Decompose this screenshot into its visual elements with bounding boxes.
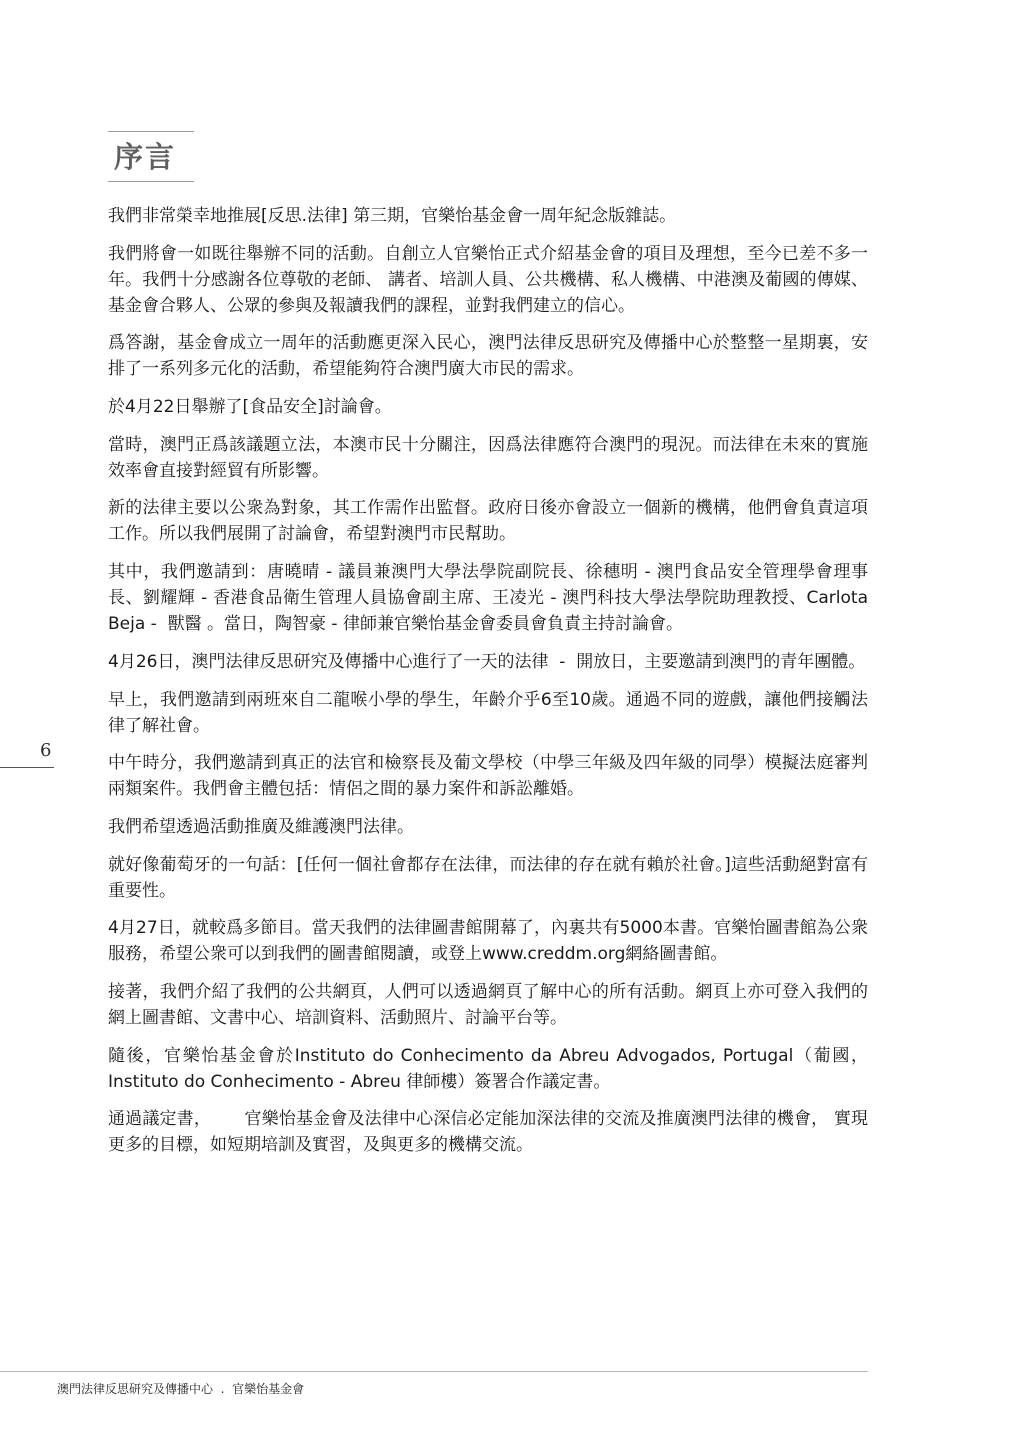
paragraph: 我們將會一如既往舉辦不同的活動。自創立人官樂怡正式介紹基金會的項目及理想，至今已差不多一年。我們十分感謝各位尊敬的老師、 講者、培訓人員、公共機構、私人機構、中港澳及葡國的傳媒、 基金會合夥人、公眾的參與及報讀我們的課程，並對我們建立的信心。 — [108, 243, 874, 316]
paragraph: 我們非常榮幸地推展[反思.法律] 第三期，官樂怡基金會一周年紀念版雜誌。 — [108, 206, 677, 226]
page-number-rule — [0, 767, 54, 768]
article-body — [108, 203, 874, 1170]
footer-text: 澳門法律反思研究及傳播中心 . 官樂怡基金會 — [57, 1382, 305, 1396]
paragraph: 隨後，官樂怡基金會於Instituto do Conhecimento da Abreu Advogados, Portugal（葡國，Instituto do Conhecimento - Abreu 律師樓）簽署合作議定書。 — [108, 1045, 868, 1092]
paragraph: 我們希望透過活動推廣及維護澳門法律。 — [108, 816, 414, 837]
paragraph: 接著，我們介紹了我們的公共網頁，人們可以透過網頁了解中心的所有活動。網頁上亦可登入我們的網上圖書館、文書中心、培訓資料、活動照片、討論平台等。 — [108, 981, 868, 1028]
paragraph: 新的法律主要以公衆為對象，其工作需作出監督。政府日後亦會設立一個新的機構，他們會負責這項工作。所以我們展開了討論會，希望對澳門市民幫助。 — [108, 498, 868, 545]
page-number: 6 — [40, 740, 52, 761]
title-rule-top — [108, 131, 194, 132]
page-title: 序言 — [114, 140, 177, 174]
paragraph: 4月26日，澳門法律反思研究及傳播中心進行了一天的法律 - 開放日，主要邀請到澳門的青年團體。 — [108, 651, 866, 672]
paragraph: 中午時分，我們邀請到真正的法官和檢察長及葡文學校（中學三年級及四年級的同學）模擬法庭審判兩類案件。我們會主體包括：情侶之間的暴力案件和訴訟離婚。 — [108, 753, 868, 800]
paragraph: 通過議定書， 官樂怡基金會及法律中心深信必定能加深法律的交流及推廣澳門法律的機會， 實現更多的目標，如短期培訓及實習，及與更多的機構交流。 — [108, 1109, 868, 1156]
paragraph: 爲答謝，基金會成立一周年的活動應更深入民心，澳門法律反思研究及傳播中心於整整一星期裏，安排了一系列多元化的活動，希望能夠符合澳門廣大市民的需求。 — [108, 333, 868, 380]
footer-rule — [0, 1371, 868, 1372]
paragraph: 當時，澳門正爲該議題立法，本澳市民十分關注，因爲法律應符合澳門的現況。而法律在未來的實施效率會直接對經貿有所影響。 — [108, 434, 868, 481]
title-rule-bottom — [108, 181, 194, 182]
paragraph: 其中，我們邀請到：唐曉晴 - 議員兼澳門大學法學院副院長、徐穗明 - 澳門食品安全管理學會理事長、劉耀輝 - 香港食品衛生管理人員協會副主席、王凌光 - 澳門科技大學法學院助理教授、Carlota Beja - 獸醫 。當日，陶智豪 - 律師兼官樂怡基金會委員會負責主持討論會。 — [108, 562, 874, 635]
paragraph: 就好像葡萄牙的一句話：[任何一個社會都存在法律，而法律的存在就有賴於社會。]這些活動絕對富有重要性。 — [108, 854, 868, 901]
paragraph: 4月27日，就較爲多節目。當天我們的法律圖書館開幕了，內裏共有5000本書。官樂怡圖書館為公衆服務，希望公衆可以到我們的圖書館閱讀，或登上www.creddm.org網絡圖書館。 — [108, 918, 868, 965]
paragraph: 早上，我們邀請到兩班來自二龍喉小學的學生，年齡介乎6至10歲。通過不同的遊戲，讓他們接觸法律了解社會。 — [108, 689, 868, 736]
paragraph: 於4月22日舉辦了[食品安全]討論會。 — [108, 397, 392, 418]
